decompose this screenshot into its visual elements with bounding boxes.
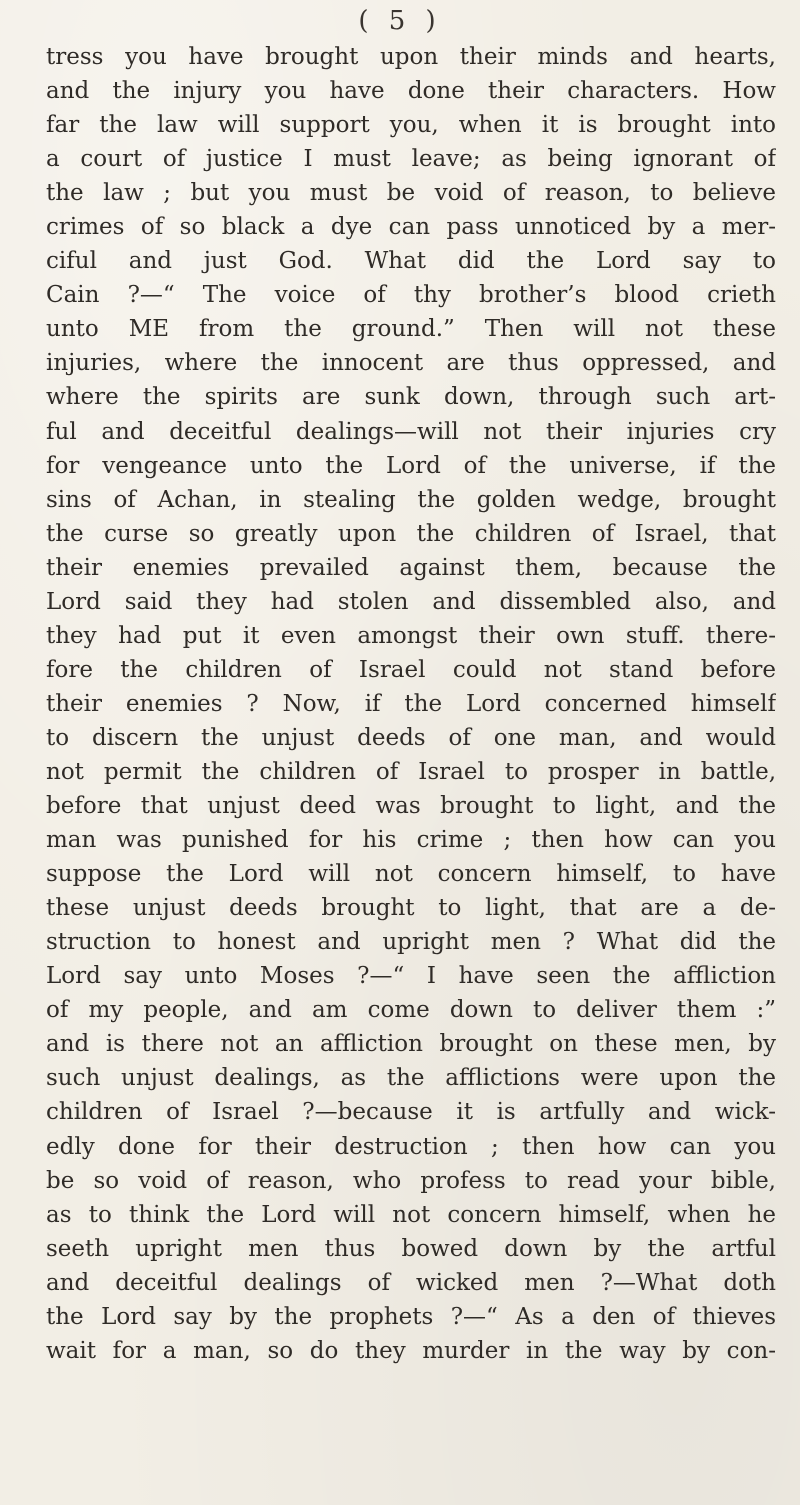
- text-line: Cain ?—“ The voice of thy brother’s blood crieth: [46, 282, 776, 309]
- text-line: ful and deceitful dealings—will not their injuries cry: [46, 418, 776, 445]
- text-line: the curse so greatly upon the children of Israel, that: [46, 520, 776, 547]
- text-line: man was punished for his crime ; then how can you: [46, 827, 776, 854]
- text-line: children of Israel ?—because it is artfully and wick-: [46, 1099, 776, 1126]
- text-line: sins of Achan, in stealing the golden wedge, brought: [46, 486, 776, 513]
- text-line: ciful and just God. What did the Lord say to: [46, 248, 776, 275]
- text-line: wait for a man, so do they murder in the way by con-: [46, 1337, 776, 1364]
- text-line: of my people, and am come down to deliver them :”: [46, 997, 776, 1024]
- body-text: [46, 40, 776, 1368]
- text-line: crimes of so black a dye can pass unnoticed by a mer-: [46, 214, 776, 241]
- text-line: before that unjust deed was brought to light, and the: [46, 793, 776, 820]
- text-line: suppose the Lord will not concern himself, to have: [46, 861, 776, 888]
- text-line: their enemies prevailed against them, because the: [46, 554, 776, 581]
- text-line: struction to honest and upright men ? What did the: [46, 929, 776, 956]
- text-line: not permit the children of Israel to prosper in battle,: [46, 758, 776, 785]
- text-line: tress you have brought upon their minds and hearts,: [46, 44, 776, 70]
- text-line: they had put it even amongst their own stuff. there-: [46, 622, 776, 649]
- text-line: fore the children of Israel could not stand before: [46, 656, 776, 683]
- text-line: the law ; but you must be void of reason, to believe: [46, 180, 776, 207]
- text-line: edly done for their destruction ; then how can you: [46, 1133, 776, 1160]
- text-line: a court of justice I must leave; as being ignorant of: [46, 146, 776, 173]
- text-line: Lord say unto Moses ?—“ I have seen the affliction: [46, 963, 776, 990]
- text-line: and deceitful dealings of wicked men ?—What doth: [46, 1269, 776, 1296]
- text-line: be so void of reason, who profess to read your bible,: [46, 1167, 776, 1194]
- text-line: and the injury you have done their characters. How: [46, 78, 776, 105]
- text-line: and is there not an affliction brought on these men, by: [46, 1031, 776, 1058]
- text-line: as to think the Lord will not concern himself, when he: [46, 1201, 776, 1228]
- text-line: injuries, where the innocent are thus oppressed, and: [46, 350, 776, 377]
- text-line: these unjust deeds brought to light, that are a de-: [46, 895, 776, 922]
- text-line: to discern the unjust deeds of one man, and would: [46, 724, 776, 751]
- text-line: where the spirits are sunk down, through such art-: [46, 384, 776, 411]
- text-line: unto ME from the ground.” Then will not these: [46, 316, 776, 343]
- text-line: Lord said they had stolen and dissembled also, and: [46, 588, 776, 615]
- page-number: ( 5 ): [358, 6, 442, 36]
- text-line: such unjust dealings, as the afflictions were upon the: [46, 1065, 776, 1092]
- text-line: far the law will support you, when it is brought into: [46, 112, 776, 139]
- text-line: seeth upright men thus bowed down by the artful: [46, 1235, 776, 1262]
- text-line: for vengeance unto the Lord of the universe, if the: [46, 452, 776, 479]
- text-line: the Lord say by the prophets ?—“ As a den of thieves: [46, 1303, 776, 1330]
- text-line: their enemies ? Now, if the Lord concerned himself: [46, 690, 776, 717]
